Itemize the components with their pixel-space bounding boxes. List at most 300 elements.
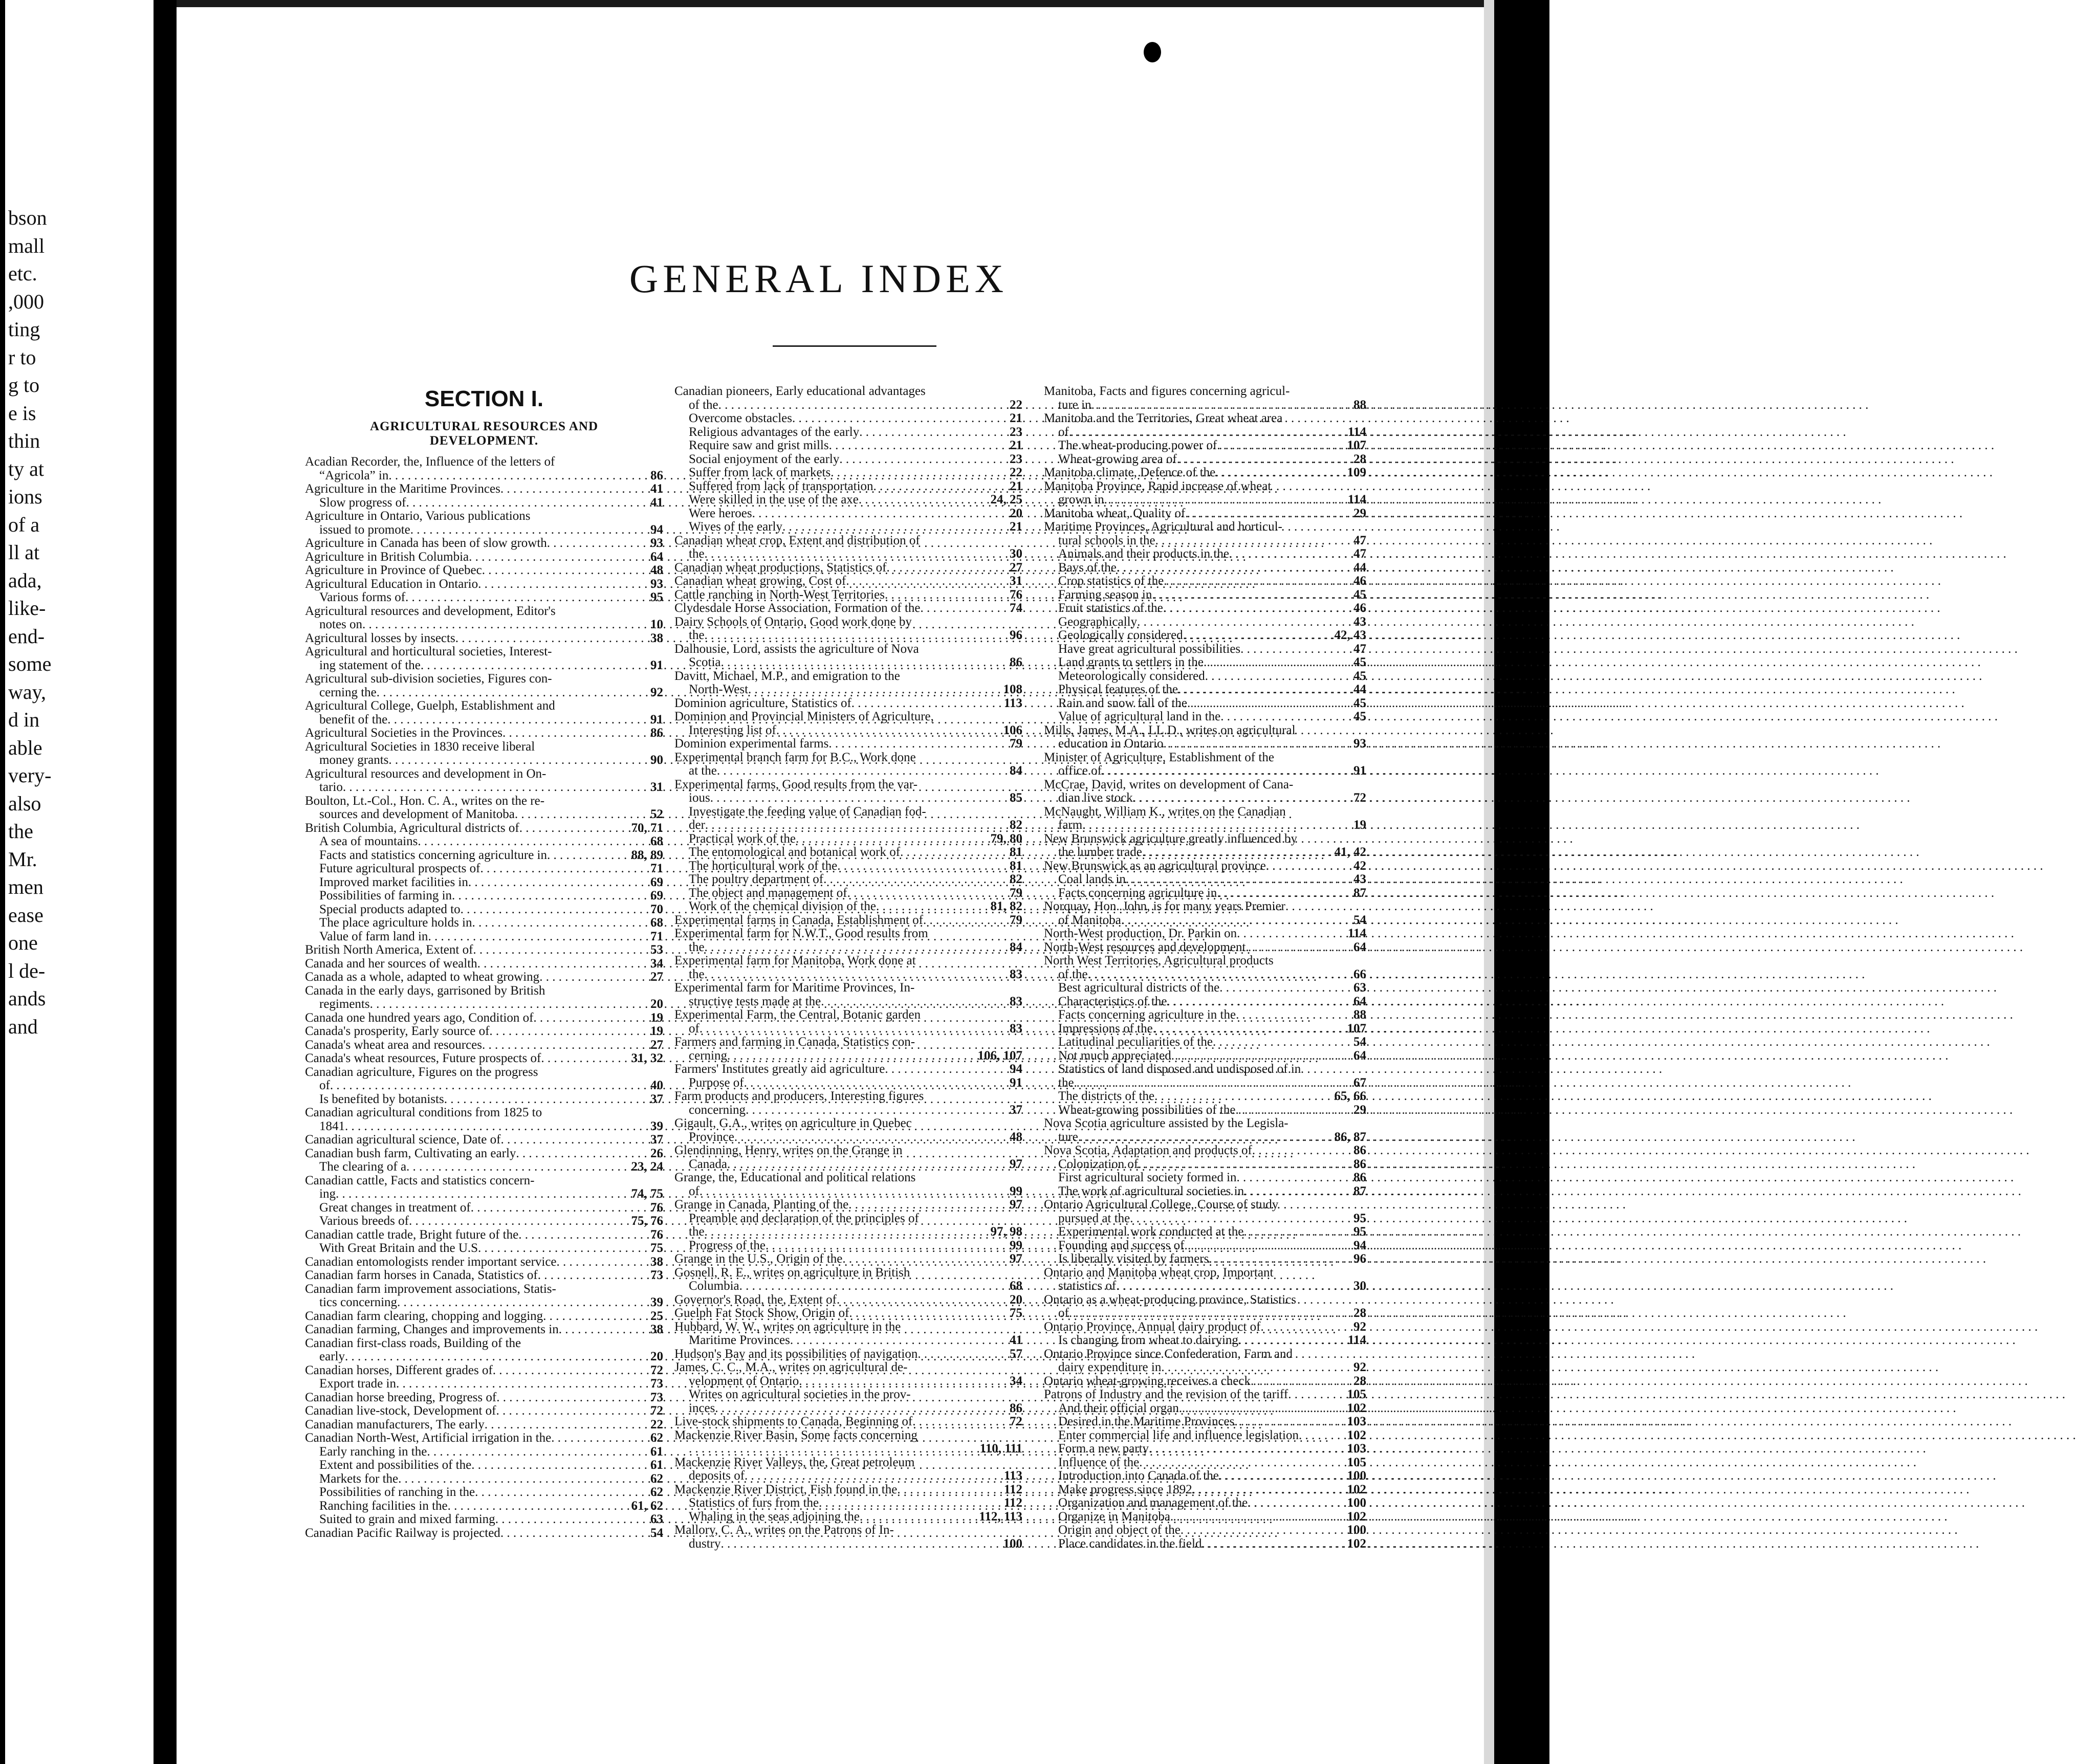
page-reference: 95 (1353, 1225, 1366, 1239)
page-reference: 99 (1010, 1184, 1022, 1198)
index-entry (674, 1266, 1022, 1280)
dot-leader (766, 1239, 1006, 1253)
facing-page-text: also (8, 791, 41, 815)
index-entries-1 (305, 455, 663, 1540)
dot-leader (1179, 1402, 1343, 1416)
page-reference: 81 (1010, 845, 1022, 859)
page-reference: 113 (1003, 1469, 1022, 1483)
index-entry (1044, 412, 1366, 426)
entry-text: Canadian agriculture, Figures on the progress (305, 1065, 538, 1079)
entry-text: Canadian entomologists render important service (305, 1254, 557, 1269)
index-entry (305, 496, 663, 510)
page-reference: 82 (1010, 818, 1022, 832)
entry-text: Mackenzie River District, Fish found in the (674, 1482, 898, 1496)
facing-page-text: very- (8, 764, 52, 787)
dot-leader (710, 791, 1006, 805)
entry-text: concerning (689, 1102, 746, 1117)
index-entry (305, 1228, 663, 1242)
index-entry (674, 1496, 1022, 1510)
index-entry (305, 781, 663, 795)
entry-text: Dominion and Provincial Ministers of Agriculture, (674, 710, 934, 723)
entry-text: The poultry department of (689, 872, 824, 886)
index-column-3 (1044, 385, 1366, 1551)
index-entry (305, 1242, 663, 1255)
index-entry (674, 643, 1022, 656)
page-reference: 21 (1010, 411, 1022, 425)
index-entry (1044, 643, 1366, 656)
index-entry (1044, 1375, 1366, 1388)
entry-text: Crop statistics of the (1058, 574, 1164, 588)
entry-text: Ontario Province, Annual dairy product of (1044, 1319, 1261, 1334)
index-entry (305, 1486, 663, 1500)
entry-text: The place agriculture holds in (319, 916, 472, 930)
entry-text: Require saw and grist mills (689, 438, 829, 452)
entry-text: Canadian manufacturers, The early (305, 1417, 485, 1431)
index-entry (1044, 466, 1366, 480)
dot-leader (475, 1486, 646, 1500)
entry-text: Best agricultural districts of the (1058, 981, 1220, 995)
entry-text: Dominion experimental farms (674, 737, 829, 751)
index-entry (1044, 1280, 1366, 1293)
page-reference: 102 (1347, 1509, 1366, 1524)
index-entry (1044, 615, 1366, 629)
dot-leader (1074, 1076, 1349, 1090)
facing-page-text: of a (8, 513, 40, 536)
page-reference: 70 (650, 902, 663, 916)
index-entry (305, 876, 663, 890)
dot-leader (745, 1469, 1000, 1483)
index-entry (674, 1280, 1022, 1293)
dot-leader (559, 1323, 646, 1337)
dot-leader (1164, 737, 1350, 751)
dot-leader (362, 618, 646, 632)
page-reference: 79 (1010, 913, 1022, 927)
index-entry (674, 697, 1022, 711)
index-entry (674, 466, 1022, 480)
dot-leader (406, 496, 646, 510)
page-reference: 64 (1353, 940, 1366, 954)
index-entry (305, 1310, 663, 1324)
index-entry (674, 1212, 1022, 1226)
entry-text: Clydesdale Horse Association, Formation of the (674, 601, 921, 615)
index-entry (674, 561, 1022, 575)
index-entry (305, 1079, 663, 1093)
page-reference: 95 (650, 590, 663, 604)
entry-text: Influence of the (1058, 1455, 1140, 1469)
entry-text: dian live stock (1058, 791, 1133, 805)
page-reference: 64 (650, 549, 663, 564)
index-entry (674, 1158, 1022, 1172)
entry-text: Canadian wheat productions, Statistics of (674, 560, 887, 575)
dot-leader (388, 469, 646, 483)
entry-text: Guelph Fat Stock Show, Origin of (674, 1306, 849, 1320)
entry-text: Future agricultural prospects of (319, 862, 480, 875)
page-reference: 108 (1003, 682, 1022, 696)
dot-leader (396, 1377, 646, 1391)
page-reference: 62 (650, 1485, 663, 1499)
index-entry (674, 1131, 1022, 1144)
page-reference: 28 (1353, 1306, 1366, 1320)
entry-text: Geographically (1058, 614, 1138, 629)
entry-text: North-West resources and development (1044, 940, 1246, 954)
page-reference: 38 (650, 1254, 663, 1269)
dot-leader (1155, 534, 1349, 548)
dot-leader (917, 1348, 1006, 1361)
dot-leader (700, 1022, 1006, 1036)
dot-leader (776, 724, 999, 738)
entry-text: Statistics of land disposed and undisposed of in (1058, 1062, 1301, 1076)
page-reference: 54 (1353, 1035, 1366, 1049)
index-entry (1044, 1076, 1366, 1090)
entry-text: Canadian agricultural conditions from 1825 to (305, 1106, 542, 1119)
dot-leader (1217, 887, 1349, 900)
index-entry (305, 971, 663, 984)
index-entry (305, 564, 663, 578)
entry-text: North-West (689, 682, 749, 696)
facing-page-text: and (8, 1015, 38, 1038)
page-reference: 86 (1353, 1157, 1366, 1171)
page-reference: 84 (1010, 940, 1022, 954)
page-reference: 109 (1347, 466, 1366, 479)
entry-text: Canada's wheat area and resources (305, 1038, 482, 1052)
index-entry (1044, 1456, 1366, 1470)
index-entry (674, 412, 1022, 426)
entry-text: Canadian Pacific Railway is projected (305, 1526, 500, 1540)
page-reference: 47 (1353, 533, 1366, 547)
dot-leader (538, 1269, 646, 1283)
entry-text: Purpose of (689, 1075, 744, 1090)
entry-text: of (1058, 1306, 1069, 1320)
entry-text: Canadian farm clearing, chopping and logging (305, 1309, 543, 1323)
entry-text: First agricultural society formed in (1058, 1171, 1237, 1184)
dot-leader (502, 726, 646, 740)
index-entry (305, 1472, 663, 1486)
page-reference: 68 (650, 834, 663, 848)
index-entry (1044, 1049, 1366, 1063)
facing-page-text: g to (8, 373, 40, 396)
entry-text: New Brunswick as an agricultural province (1044, 858, 1266, 873)
dot-leader (370, 998, 646, 1011)
facing-page-text: bson (8, 206, 47, 229)
entry-text: Canadian wheat crop, Extent and distribution of (674, 533, 920, 547)
index-entry (1044, 724, 1366, 738)
index-entry (674, 1469, 1022, 1483)
entry-text: Dairy Schools of Ontario, Good work done by (674, 614, 912, 629)
entry-text: at the (689, 764, 717, 778)
index-entry (1044, 887, 1366, 900)
index-entry (674, 683, 1022, 697)
index-entry (305, 808, 663, 822)
index-entry (674, 1198, 1022, 1212)
entry-text: Canadian farming, Changes and improvements in (305, 1322, 559, 1336)
entry-text: Agriculture in Canada has been of slow growth (305, 536, 547, 550)
facing-page-text: the (8, 820, 33, 843)
index-entry (1044, 805, 1366, 819)
page-reference: 62 (650, 1431, 663, 1445)
index-entry (1044, 1361, 1366, 1375)
entry-text: Canadian horses, Different grades of (305, 1363, 493, 1377)
index-entry (674, 1456, 1022, 1470)
page-reference: 97 (1010, 1157, 1022, 1171)
entry-text: cerning (689, 1048, 727, 1063)
page-reference: 87 (1353, 1184, 1366, 1198)
index-entry (674, 1375, 1022, 1388)
dot-leader (1078, 1131, 1330, 1144)
entry-text: North West Territories, Agricultural products (1044, 954, 1274, 967)
index-entry (674, 751, 1022, 765)
entry-text: ing statement of the (319, 658, 421, 672)
entry-text: Canadian farm improvement associations, Statis- (305, 1282, 556, 1296)
entry-text: Extent and possibilities of the (319, 1458, 472, 1472)
entry-text: office of (1058, 764, 1102, 778)
dot-leader (920, 602, 1006, 615)
dot-leader (1244, 1185, 1349, 1199)
index-entry (305, 1066, 663, 1079)
dot-leader (421, 659, 646, 673)
facing-page-text: ions (8, 485, 42, 508)
index-entry (674, 385, 1022, 399)
page-reference: 86 (1010, 655, 1022, 669)
page-reference: 113 (1003, 696, 1022, 710)
page-reference: 81, 82 (990, 899, 1022, 913)
index-entry (305, 672, 663, 686)
entry-text: Farmers and farming in Canada, Statistics con- (674, 1035, 915, 1049)
index-entry (1044, 1008, 1366, 1022)
entry-text: Canadian wheat growing, Cost of (674, 574, 846, 588)
dot-leader (1116, 1280, 1349, 1293)
entry-text: Experimental farm for Maritime Provinces, In- (674, 981, 915, 995)
entry-text: Value of agricultural land in the (1058, 710, 1221, 723)
dot-leader (533, 1011, 646, 1025)
page-reference: 83 (1010, 967, 1022, 981)
index-entry (674, 737, 1022, 751)
index-entry (1044, 439, 1366, 453)
dot-leader (1130, 1212, 1349, 1226)
index-entry (1044, 385, 1366, 399)
entry-text: Agricultural resources and development in On- (305, 766, 547, 781)
page-reference: 88 (1353, 398, 1366, 412)
entry-text: Manitoba and the Territories, Great wheat area (1044, 411, 1283, 425)
page-reference: 67 (1353, 1075, 1366, 1090)
entry-text: Characteristics of the (1058, 994, 1167, 1008)
entry-text: Were skilled in the use of the axe (689, 493, 859, 506)
entry-text: With Great Britain and the U.S (319, 1241, 478, 1255)
page-reference: 46 (1353, 601, 1366, 615)
entry-text: Agricultural Education in Ontario (305, 577, 478, 591)
index-entry (1044, 1469, 1366, 1483)
page-reference: 65, 66 (1334, 1089, 1366, 1103)
entry-text: der (689, 818, 705, 832)
dot-leader (796, 832, 987, 846)
facing-page-text: ands (8, 987, 46, 1010)
page-reference: 30 (1353, 1279, 1366, 1293)
index-entry (674, 439, 1022, 453)
index-entry (1044, 1442, 1366, 1456)
entry-text: Province (689, 1130, 734, 1144)
entry-text: Fruit statistics of the (1058, 601, 1163, 615)
page-reference: 100 (1347, 1523, 1366, 1537)
index-entry (1044, 968, 1366, 982)
index-entry (1044, 670, 1366, 683)
entry-text: Form a new party (1058, 1442, 1149, 1456)
entry-text: Is benefited by botanists (319, 1092, 444, 1106)
index-entry (674, 480, 1022, 494)
dot-leader (829, 439, 1006, 453)
page-reference: 24, 25 (990, 493, 1022, 506)
entry-text: Agricultural and horticultural societies, Interest- (305, 645, 552, 658)
page-reference: 61 (650, 1444, 663, 1459)
index-entry (1044, 764, 1366, 778)
entry-text: Canada as a whole, adapted to wheat growing (305, 970, 540, 984)
entry-text: ious (689, 791, 710, 805)
dot-leader (547, 537, 646, 550)
entry-text: Agriculture in the Maritime Provinces (305, 482, 500, 496)
dot-leader (398, 1472, 646, 1486)
entry-text: Whaling in the seas adjoining the (689, 1509, 860, 1524)
dot-leader (792, 412, 1006, 426)
index-entry (1044, 900, 1366, 914)
page-reference: 71 (650, 929, 663, 943)
page-reference: 100 (1347, 1469, 1366, 1483)
page-reference: 79 (1010, 737, 1022, 751)
entry-text: Markets for the (319, 1471, 399, 1486)
entry-text: The wheat-producing power of (1058, 438, 1217, 452)
index-entry (305, 862, 663, 876)
entry-text: Various breeds of (319, 1214, 409, 1228)
index-entry (674, 1144, 1022, 1158)
dot-leader (1178, 683, 1349, 697)
dot-leader (478, 1242, 646, 1255)
entry-text: Have great agricultural possibilities (1058, 642, 1241, 656)
entry-text: grown in (1058, 493, 1104, 506)
index-entry (305, 849, 663, 863)
index-entry (305, 822, 663, 835)
index-entry (1044, 426, 1366, 439)
index-entry (1044, 1063, 1366, 1076)
page-reference: 10 (650, 618, 663, 631)
page-reference: 22 (1010, 466, 1022, 479)
dot-leader (1185, 1239, 1350, 1253)
index-entry (305, 1404, 663, 1418)
dot-leader (406, 1160, 627, 1174)
index-entry (305, 1106, 663, 1120)
entry-text: Improved market facilities in (319, 875, 468, 889)
page-reference: 86, 87 (1334, 1130, 1366, 1144)
page-reference: 76 (650, 1227, 663, 1242)
page-reference: 83 (1010, 1021, 1022, 1035)
page-reference: 91 (1353, 764, 1366, 778)
page-reference: 75 (650, 1241, 663, 1255)
index-entry (674, 981, 1022, 995)
entry-text: Suited to grain and mixed farming (319, 1512, 495, 1526)
dot-leader (705, 629, 1006, 643)
dot-leader (885, 1063, 1006, 1076)
index-entry (674, 656, 1022, 670)
dot-leader (1219, 1469, 1343, 1483)
page-reference: 92 (1353, 1319, 1366, 1334)
index-entry (1044, 1266, 1366, 1280)
index-entry (305, 957, 663, 971)
page-reference: 105 (1347, 1455, 1366, 1469)
dot-leader (397, 1296, 646, 1310)
page-reference: 61, 62 (631, 1498, 663, 1513)
page-reference: 61 (650, 1458, 663, 1472)
page-reference: 40 (650, 1078, 663, 1092)
index-entry (674, 927, 1022, 941)
dot-leader (1069, 1307, 1349, 1320)
index-entry (1044, 493, 1366, 507)
page-reference: 94 (1010, 1062, 1022, 1076)
scan-border-top (177, 0, 1494, 7)
dot-leader (469, 550, 646, 564)
dot-leader (448, 1500, 627, 1513)
index-column-1 (305, 385, 663, 1540)
dot-leader (1237, 1171, 1349, 1185)
index-entry (1044, 1524, 1366, 1537)
index-entry (305, 1500, 663, 1513)
index-entry (1044, 683, 1366, 697)
entry-text: Impressions of the (1058, 1021, 1153, 1035)
index-entry (1044, 995, 1366, 1009)
dot-leader (828, 737, 1006, 751)
book-gutter (154, 0, 177, 1764)
entry-text: Is changing from wheat to dairying (1058, 1333, 1238, 1347)
entry-text: of (1058, 425, 1069, 439)
dot-leader (1117, 561, 1349, 575)
facing-page-text: d in (8, 708, 40, 731)
dot-leader (718, 399, 1006, 412)
entry-text: Agricultural Societies in 1830 receive liberal (305, 739, 535, 754)
entry-text: Ontario Province since Confederation, Farm and (1044, 1347, 1293, 1361)
index-entry (305, 903, 663, 917)
index-entry (674, 670, 1022, 683)
dot-leader (1213, 1035, 1349, 1049)
index-entry (305, 889, 663, 903)
index-entry (674, 1239, 1022, 1253)
page-reference: 102 (1347, 1536, 1366, 1551)
entry-text: The work of agricultural societies in (1058, 1184, 1244, 1198)
dot-leader (1219, 981, 1349, 995)
dot-leader (923, 914, 1006, 928)
entry-text: tario (319, 780, 343, 794)
page-reference: 41 (1010, 1333, 1022, 1347)
page-reference: 43 (1353, 872, 1366, 886)
dot-leader (1121, 914, 1349, 928)
index-entry (305, 1431, 663, 1445)
index-entry (305, 713, 663, 727)
dot-leader (541, 1052, 627, 1066)
index-entry (305, 1527, 663, 1540)
dot-leader (1102, 764, 1349, 778)
index-entry (305, 754, 663, 767)
dot-leader (876, 900, 987, 914)
entry-text: Agriculture in Ontario, Various publications (305, 509, 531, 523)
page-reference: 21 (1010, 520, 1022, 534)
dot-leader (748, 683, 999, 697)
entry-text: Special products adapted to (319, 902, 461, 916)
page-reference: 29 (1353, 506, 1366, 520)
entry-text: Value of farm land in (319, 929, 428, 943)
index-entry (1044, 1158, 1366, 1172)
index-entry (674, 520, 1022, 534)
index-entry (305, 767, 663, 781)
entry-text: Various forms of (319, 590, 406, 604)
entry-text: the (689, 967, 705, 981)
dot-leader (831, 466, 1006, 480)
index-entry (1044, 1483, 1366, 1497)
entry-text: Desired in the Maritime Provinces (1058, 1415, 1235, 1428)
entry-text: Preamble and declaration of the principles of (689, 1211, 919, 1225)
